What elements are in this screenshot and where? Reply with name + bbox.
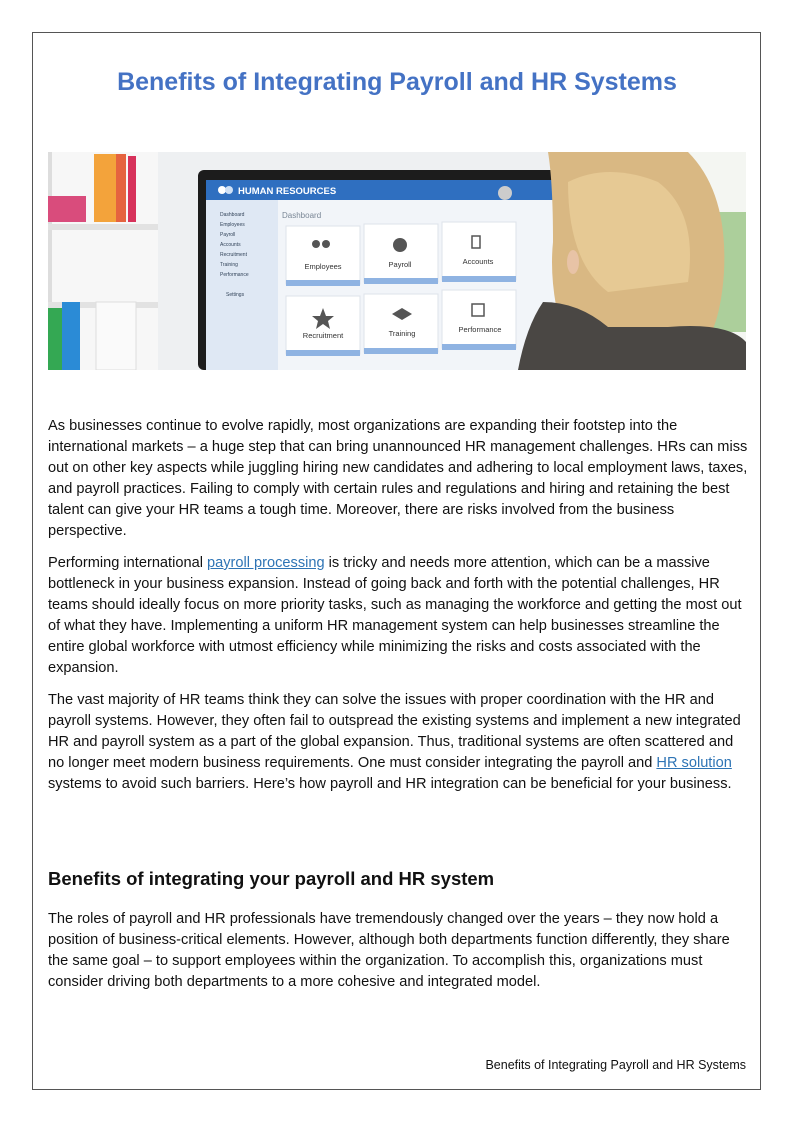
paragraph-hr-teams [48, 690, 748, 795]
section-heading: Benefits of integrating your payroll and HR system [48, 868, 495, 889]
sidebar-item-training: Training [220, 262, 238, 268]
paragraph-text: Performing international [48, 555, 207, 571]
document-title: Benefits of Integrating Payroll and HR Systems [117, 68, 677, 96]
tile-accounts: Accounts [462, 257, 494, 266]
payroll-processing-link[interactable]: payroll processing [207, 555, 325, 571]
paragraph-text: systems to avoid such barriers. Here’s how payroll and HR integration can be beneficial for your business. [48, 776, 732, 792]
paragraph-roles: The roles of payroll and HR professionals have tremendously changed over the years – they now hold a position of business-critical elements. However, although both departments function differently, they share the same goal – to support employees within the organization. To accomplish this, organizations must consider driving both departments to a more cohesive and integrated model. [48, 911, 730, 990]
dashboard-label: Dashboard [282, 211, 322, 220]
sidebar-item-accounts: Accounts [220, 242, 241, 248]
tile-recruitment: Recruitment [302, 331, 344, 340]
tile-payroll: Payroll [388, 260, 412, 269]
tile-performance: Performance [458, 325, 502, 334]
paragraph-text: is tricky and needs more attention, which can be a massive bottleneck in your business expansion. Instead of going back and forth with the potential challenges, HR teams should ideally focus on more priority tasks, such as managing the workforce and getting the most out of what they have. Implementing a uniform HR management system can help businesses streamline the entire global workforce with utmost efficiency while minimizing the risks and costs associated with the expansion. [48, 555, 742, 676]
tile-training: Training [388, 329, 416, 338]
hr-solution-link[interactable]: HR solution [656, 755, 732, 771]
hero-image [48, 152, 746, 370]
sidebar-item-payroll: Payroll [220, 232, 236, 238]
sidebar-item-performance: Performance [220, 272, 249, 278]
paragraph-payroll-processing [48, 553, 748, 679]
tile-employees: Employees [304, 262, 342, 271]
sidebar-item-dashboard: Dashboard [220, 212, 245, 218]
sidebar-item-employees: Employees [220, 222, 245, 228]
paragraph-text: The vast majority of HR teams think they can solve the issues with proper coordination with the HR and payroll systems. However, they often fail to outspread the existing systems and implement a new integrated HR and payroll system as a part of the global expansion. Thus, traditional systems are often scattered and no longer meet modern business requirements. One must consider integrating the payroll and [48, 692, 741, 771]
app-header-title: HUMAN RESOURCES [238, 186, 337, 197]
page-footer: Benefits of Integrating Payroll and HR Systems [485, 1058, 746, 1072]
sidebar-item-settings: Settings [226, 292, 245, 298]
sidebar-item-recruitment: Recruitment [220, 252, 247, 258]
paragraph-intro: As businesses continue to evolve rapidly, most organizations are expanding their footstep into the international markets – a huge step that can bring unannounced HR management challenges. HRs can miss out on other key aspects while juggling hiring new candidates and adhering to local employment laws, taxes, and payroll practices. Failing to comply with certain rules and regulations and hiring and retaining the best talent can give your HR teams a tough time. Moreover, there are risks involved from the business perspective. [48, 418, 748, 539]
